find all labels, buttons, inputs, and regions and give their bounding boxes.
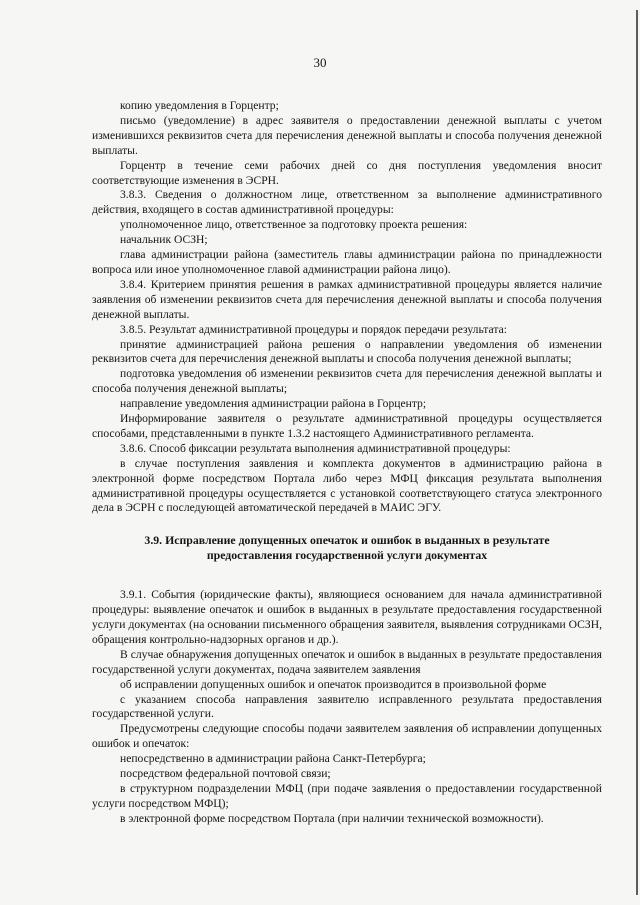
paragraph: направление уведомления администрации района в Горцентр; bbox=[120, 397, 427, 411]
paragraph: 3.8.4. Критерием принятия решения в рамках административной процедуры является наличие заявления об изменении реквизитов счета для перечисления денежной выплаты и способа получения денежной выплаты. bbox=[92, 277, 602, 321]
section-heading bbox=[92, 533, 602, 562]
paragraph: глава администрации района (заместитель главы администрации района по принадлежности вопроса или иное уполномоченное главой администрации района лицо). bbox=[92, 248, 602, 276]
paragraph: Информирование заявителя о результате административной процедуры осуществляется способами, представленными в пункте 1.3.2 настоящего Административного регламента. bbox=[92, 412, 602, 440]
paragraph: В случае обнаружения допущенных опечаток и ошибок в выданных в результате предоставления государственной услуги документах, подача заявителем заявления bbox=[92, 647, 602, 676]
paragraph: непосредственно в администрации района Санкт-Петербурга; bbox=[120, 752, 426, 766]
paragraph: Предусмотрены следующие способы подачи заявителем заявления об исправлении допущенных ошибок и опечаток: bbox=[92, 722, 602, 751]
paragraph: в структурном подразделении МФЦ (при подаче заявления о предоставлении государственной услуги посредством МФЦ); bbox=[92, 781, 602, 810]
paragraph: 3.9.1. События (юридические факты), являющиеся основанием для начала административной процедуры: выявление опечаток и ошибок в выданных в результате предоставления государственной услуги документах (на основании письменного обращения заявителя, выявления сотрудниками ОСЗН, обращения контрольно-надзорных органов и др.). bbox=[92, 588, 602, 646]
scan-edge-line bbox=[636, 10, 638, 895]
paragraph: уполномоченное лицо, ответственное за подготовку проекта решения: bbox=[120, 218, 468, 232]
paragraph: начальник ОСЗН; bbox=[120, 233, 208, 247]
paragraph: подготовка уведомления об изменении реквизитов счета для перечисления денежной выплаты и способа получения денежной выплаты; bbox=[92, 367, 602, 396]
paragraph: Горцентр в течение семи рабочих дней со дня поступления уведомления вносит соответствующие изменения в ЭСРН. bbox=[92, 158, 602, 187]
paragraph: письмо (уведомление) в адрес заявителя о предоставлении денежной выплаты с учетом изменившихся реквизитов счета для перечисления денежной выплаты и способа получения денежной выплаты. bbox=[92, 113, 602, 157]
paragraph: посредством федеральной почтовой связи; bbox=[120, 767, 331, 781]
section-heading-line: 3.9. Исправление допущенных опечаток и ошибок в выданных в результате bbox=[144, 533, 550, 548]
paragraph: 3.8.6. Способ фиксации результата выполнения административной процедуры: bbox=[120, 441, 511, 455]
section-heading-line: предоставления государственной услуги документах bbox=[206, 547, 488, 562]
paragraph: 3.8.5. Результат административной процедуры и порядок передачи результата: bbox=[120, 322, 507, 336]
paragraph: копию уведомления в Горцентр; bbox=[120, 99, 279, 112]
paragraph: в электронной форме посредством Портала (при наличии технической возможности). bbox=[120, 811, 544, 825]
page-number: 30 bbox=[313, 55, 327, 70]
document-body bbox=[92, 99, 602, 827]
paragraph: об исправлении допущенных ошибок и опечаток производится в произвольной форме bbox=[120, 677, 547, 691]
paragraph: с указанием способа направления заявителю исправленного результата предоставления государственной услуги. bbox=[92, 692, 602, 721]
paragraph: 3.8.3. Сведения о должностном лице, ответственном за выполнение административного действия, входящего в состав административной процедуры: bbox=[92, 188, 602, 217]
paragraph: в случае поступления заявления и комплекта документов в администрацию района в электронной форме посредством Портала либо через МФЦ фиксация результата выполнения административной процедуры осуществляется с установкой соответствующего статуса электронного дела в ЭСРН с последующей автоматической передачей в МАИС ЭГУ. bbox=[92, 456, 602, 515]
paragraph: принятие администрацией района решения о направлении уведомления об изменении реквизитов счета для перечисления денежной выплаты и способа получения денежной выплаты; bbox=[92, 337, 602, 366]
